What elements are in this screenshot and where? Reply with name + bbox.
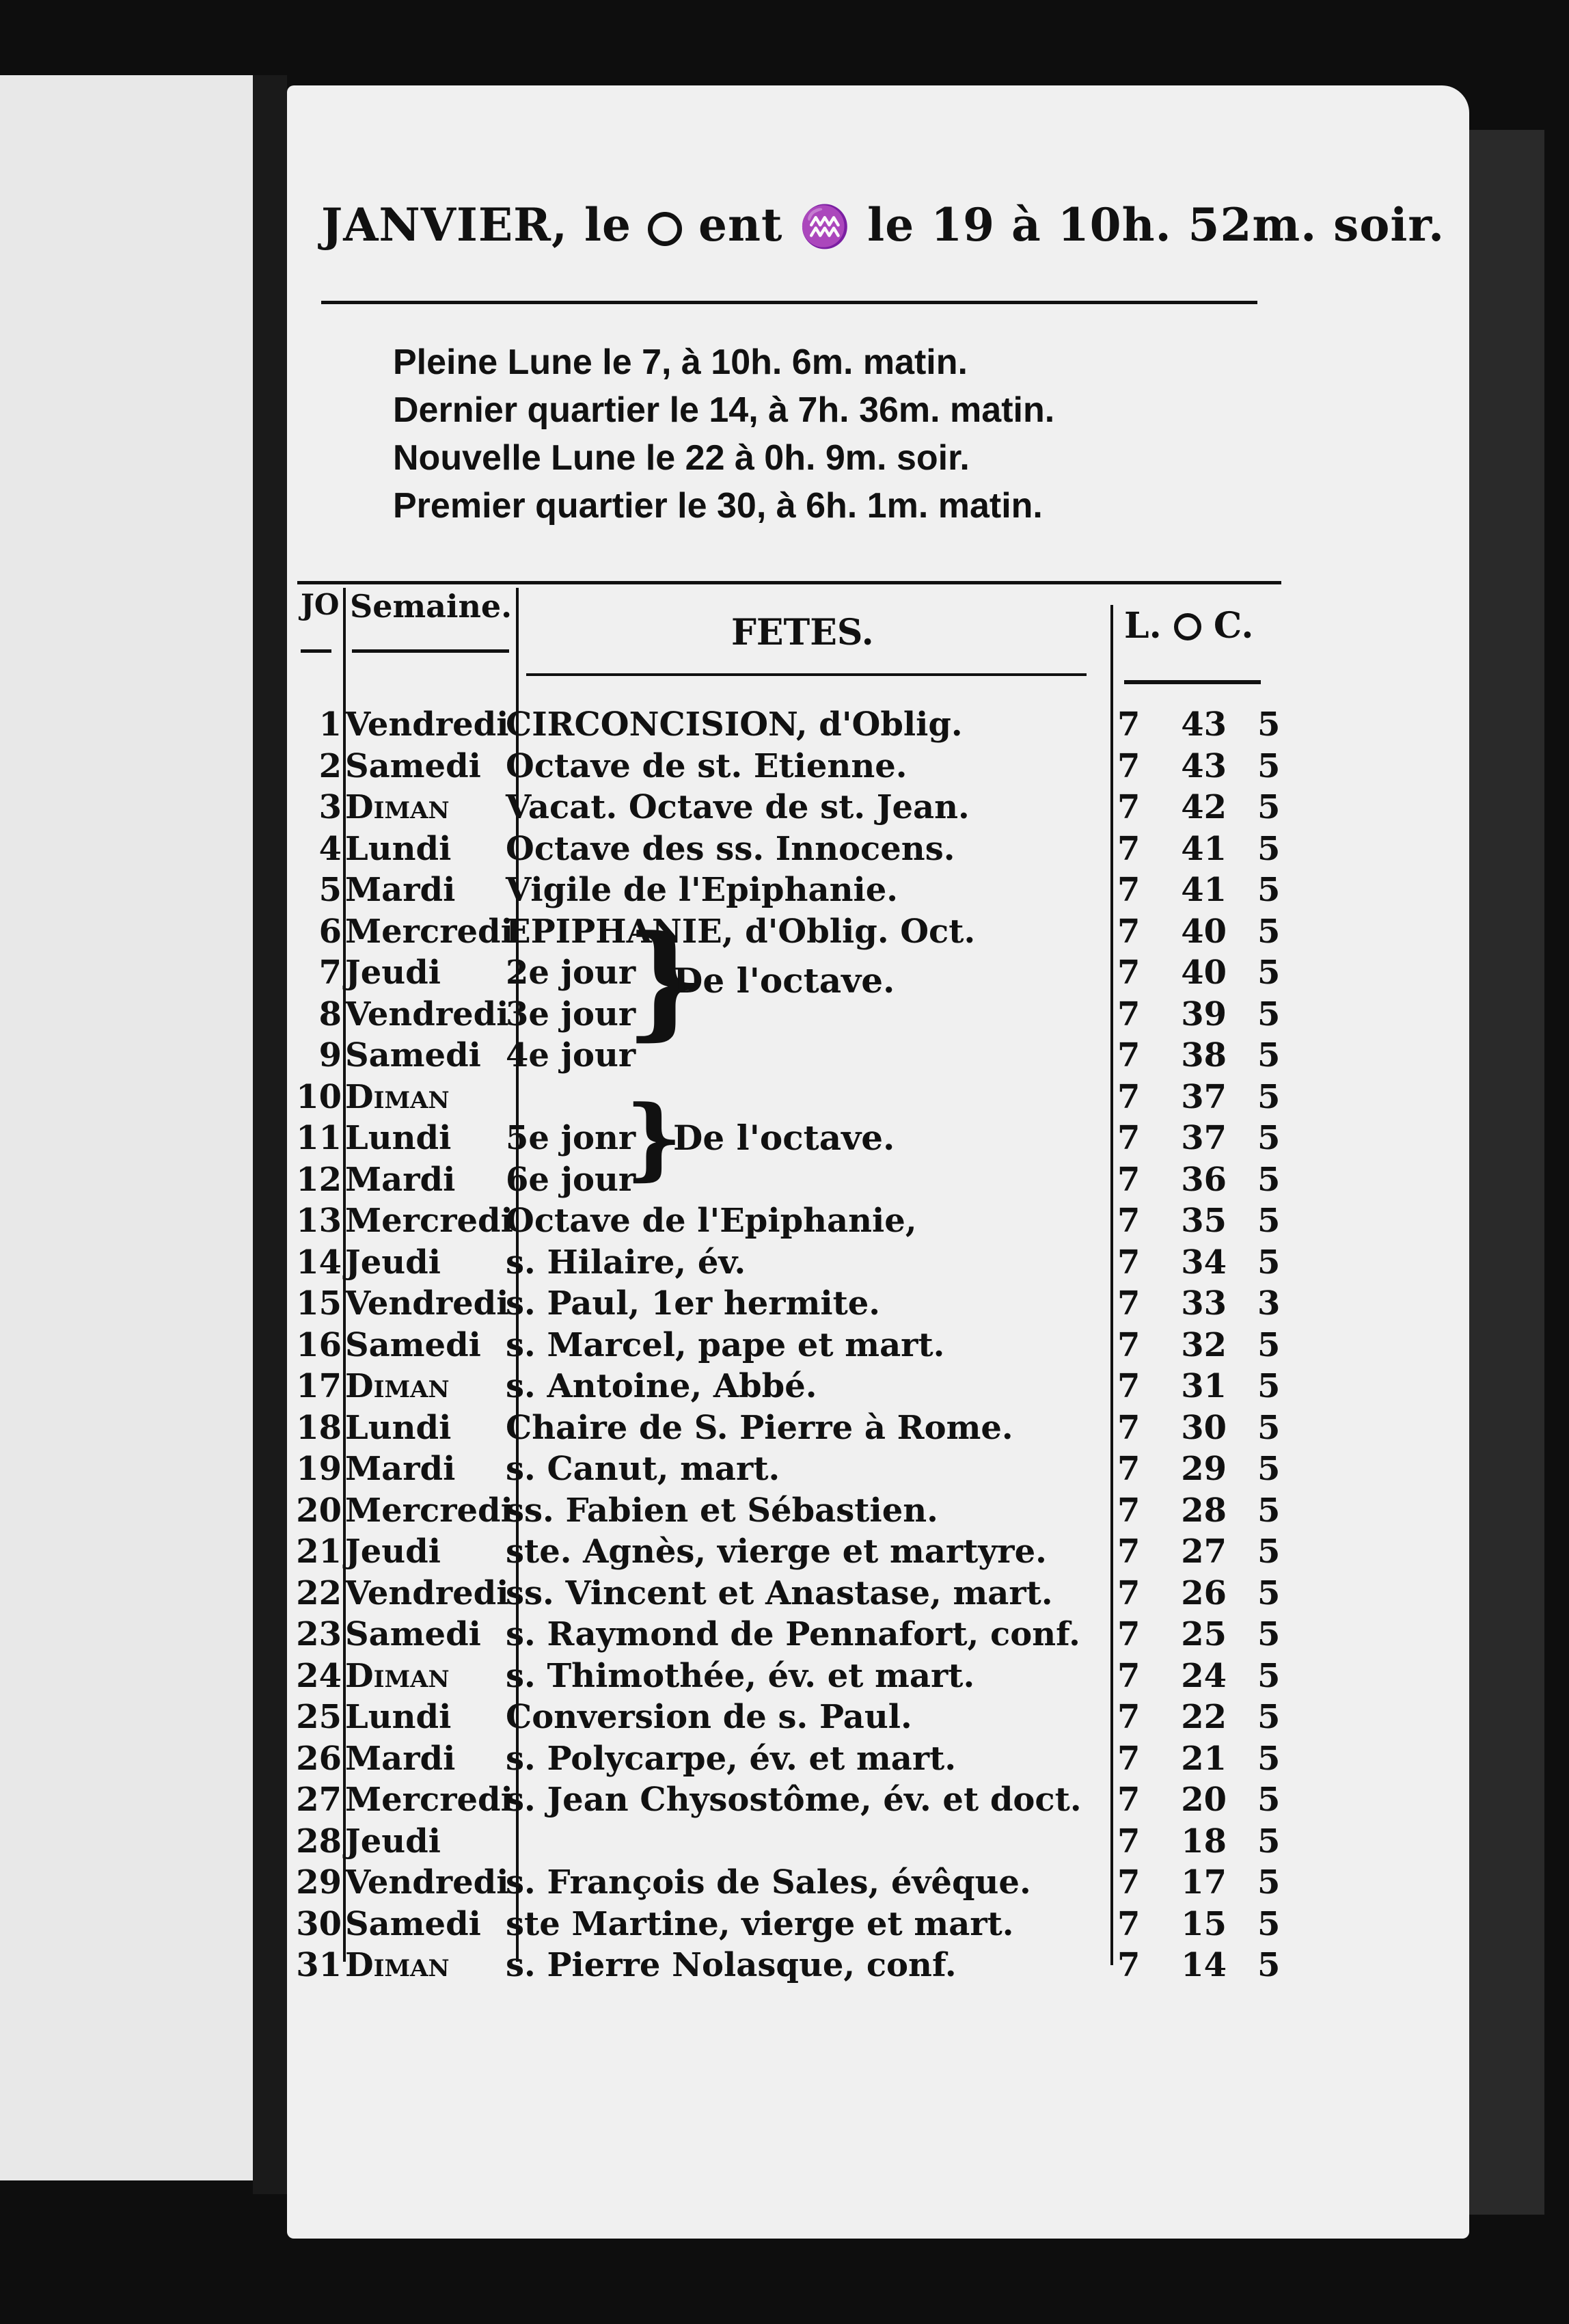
sunrise-hour-cell: 7 [1117, 1077, 1141, 1116]
day-cell: 1 [318, 705, 342, 744]
day-cell: 7 [318, 954, 342, 992]
weekday-cell: Mardi [345, 1160, 456, 1199]
aquarius-icon: ♒ [799, 203, 851, 251]
sunrise-minute-cell: 37 [1181, 1119, 1227, 1157]
day-cell: 17 [296, 1367, 342, 1405]
sunrise-hour-cell: 7 [1117, 829, 1141, 868]
sunrise-minute-cell: 36 [1181, 1160, 1227, 1199]
sunrise-minute-cell: 40 [1181, 954, 1227, 992]
sun-icon [1174, 613, 1201, 640]
sunrise-hour-cell: 7 [1117, 1781, 1141, 1819]
sunset-hour-cell: 5 [1257, 1491, 1281, 1530]
sunrise-hour-cell: 7 [1117, 1863, 1141, 1902]
table-row [287, 1862, 1469, 1903]
sunset-hour-cell: 5 [1257, 1450, 1281, 1488]
sunset-hour-cell: 5 [1257, 705, 1281, 744]
moon-phase-full: Pleine Lune le 7, à 10h. 6m. matin. [393, 342, 968, 382]
header-sub-rule-day [301, 649, 331, 653]
weekday-cell: Jeudi [345, 1822, 441, 1861]
title-mid: ent [698, 198, 783, 252]
weekday-cell: Diman [345, 788, 450, 826]
sunrise-minute-cell: 34 [1181, 1243, 1227, 1282]
weekday-cell: Vendredi [345, 995, 509, 1033]
table-row [287, 1490, 1469, 1531]
sunrise-minute-cell: 42 [1181, 788, 1227, 826]
table-row [287, 911, 1469, 952]
table-row [287, 1325, 1469, 1366]
sunset-hour-cell: 5 [1257, 1698, 1281, 1736]
table-row [287, 1242, 1469, 1283]
day-cell: 9 [318, 1036, 342, 1075]
day-cell: 20 [296, 1491, 342, 1530]
weekday-cell: Mercredi [345, 1781, 513, 1819]
sunset-hour-cell: 5 [1257, 1615, 1281, 1653]
sunrise-hour-cell: 7 [1117, 1698, 1141, 1736]
weekday-cell: Mardi [345, 1450, 456, 1488]
day-cell: 11 [296, 1119, 342, 1157]
sunrise-hour-cell: 7 [1117, 746, 1141, 785]
table-row [287, 1200, 1469, 1241]
day-cell: 5 [318, 871, 342, 909]
sunrise-hour-cell: 7 [1117, 1408, 1141, 1447]
table-row [287, 869, 1469, 910]
sunrise-hour-cell: 7 [1117, 995, 1141, 1033]
table-row [287, 828, 1469, 869]
weekday-cell: Jeudi [345, 1532, 441, 1571]
day-cell: 27 [296, 1781, 342, 1819]
weekday-cell: Diman [345, 1367, 450, 1405]
sunrise-minute-cell: 21 [1181, 1739, 1227, 1778]
day-cell: 28 [296, 1822, 342, 1861]
day-cell: 24 [296, 1656, 342, 1695]
day-cell: 21 [296, 1532, 342, 1571]
weekday-cell: Samedi [345, 1036, 481, 1075]
sunrise-minute-cell: 41 [1181, 829, 1227, 868]
sunset-hour-cell: 5 [1257, 1781, 1281, 1819]
moon-phase-new: Nouvelle Lune le 22 à 0h. 9m. soir. [393, 438, 970, 478]
table-row [287, 1779, 1469, 1820]
sunrise-hour-cell: 7 [1117, 1656, 1141, 1695]
weekday-cell: Mercredi [345, 1491, 513, 1530]
sunrise-minute-cell: 27 [1181, 1532, 1227, 1571]
sunrise-hour-cell: 7 [1117, 954, 1141, 992]
weekday-cell: Jeudi [345, 1243, 441, 1282]
sunset-hour-cell: 5 [1257, 788, 1281, 826]
day-cell: 26 [296, 1739, 342, 1778]
book-spine [253, 75, 287, 2194]
fete-cell: s. François de Sales, évêque. [506, 1863, 1031, 1902]
sunrise-hour-cell: 7 [1117, 1284, 1141, 1323]
weekday-cell: Vendredi [345, 705, 509, 744]
fete-cell: s. Marcel, pape et mart. [506, 1325, 945, 1364]
fete-cell: Vacat. Octave de st. Jean. [506, 788, 970, 826]
fete-cell: 4e jour [506, 1036, 636, 1075]
sunrise-hour-cell: 7 [1117, 1325, 1141, 1364]
weekday-cell: Mardi [345, 871, 456, 909]
header-sub-rule-lc [1124, 680, 1261, 684]
fete-cell: Octave de l'Epiphanie, [506, 1202, 917, 1240]
fete-cell: EPIPHANIE, d'Oblig. Oct. [506, 912, 976, 951]
sunset-hour-cell: 5 [1257, 871, 1281, 909]
day-cell: 3 [318, 788, 342, 826]
brace-octave-1: } [625, 908, 705, 1053]
sunset-hour-cell: 5 [1257, 1946, 1281, 1984]
sunset-hour-cell: 5 [1257, 1656, 1281, 1695]
table-row [287, 1035, 1469, 1076]
table-row [287, 1077, 1469, 1118]
fete-cell: s. Antoine, Abbé. [506, 1367, 817, 1405]
title-pre: JANVIER, le [321, 198, 632, 252]
sunrise-hour-cell: 7 [1117, 1491, 1141, 1530]
sunrise-hour-cell: 7 [1117, 912, 1141, 951]
weekday-cell: Vendredi [345, 1284, 509, 1323]
header-sub-rule-fetes [526, 673, 1087, 676]
col-lc-c: C. [1213, 605, 1254, 647]
day-cell: 25 [296, 1698, 342, 1736]
fete-cell: 6e jour [506, 1160, 636, 1199]
sunset-hour-cell: 5 [1257, 1904, 1281, 1943]
fete-cell: Octave de st. Etienne. [506, 746, 908, 785]
weekday-cell: Samedi [345, 1615, 481, 1653]
sunrise-minute-cell: 32 [1181, 1325, 1227, 1364]
col-fetes-header: FETES. [731, 612, 874, 653]
sunrise-hour-cell: 7 [1117, 1367, 1141, 1405]
sunrise-minute-cell: 38 [1181, 1036, 1227, 1075]
table-row [287, 704, 1469, 745]
sunrise-hour-cell: 7 [1117, 1822, 1141, 1861]
weekday-cell: Diman [345, 1946, 450, 1984]
sunset-hour-cell: 5 [1257, 954, 1281, 992]
sunrise-minute-cell: 17 [1181, 1863, 1227, 1902]
day-cell: 31 [296, 1946, 342, 1984]
table-row [287, 1366, 1469, 1407]
sunset-hour-cell: 5 [1257, 1739, 1281, 1778]
almanac-page [287, 85, 1469, 2239]
moon-phase-first-quarter: Premier quartier le 30, à 6h. 1m. matin. [393, 486, 1043, 526]
fete-cell: s. Jean Chysostôme, év. et doct. [506, 1781, 1082, 1819]
octave-label-2: De l'octave. [673, 1118, 895, 1158]
table-row [287, 1159, 1469, 1200]
sunrise-minute-cell: 43 [1181, 746, 1227, 785]
day-cell: 8 [318, 995, 342, 1033]
sunset-hour-cell: 5 [1257, 1863, 1281, 1902]
sunrise-hour-cell: 7 [1117, 1739, 1141, 1778]
header-sub-rule-week [352, 649, 509, 653]
sunrise-minute-cell: 26 [1181, 1573, 1227, 1612]
fete-cell: Vigile de l'Epiphanie. [506, 871, 898, 909]
weekday-cell: Mercredi [345, 912, 513, 951]
day-cell: 18 [296, 1408, 342, 1447]
table-row [287, 1656, 1469, 1697]
sunset-hour-cell: 5 [1257, 1408, 1281, 1447]
col-week-header: Semaine. [350, 588, 513, 625]
weekday-cell: Samedi [345, 1325, 481, 1364]
sunset-hour-cell: 5 [1257, 1573, 1281, 1612]
sunrise-minute-cell: 31 [1181, 1367, 1227, 1405]
table-row [287, 1283, 1469, 1324]
sunrise-minute-cell: 22 [1181, 1698, 1227, 1736]
sunset-hour-cell: 5 [1257, 746, 1281, 785]
table-row [287, 1821, 1469, 1862]
weekday-cell: Vendredi [345, 1863, 509, 1902]
sunrise-minute-cell: 15 [1181, 1904, 1227, 1943]
sunrise-hour-cell: 7 [1117, 1450, 1141, 1488]
fete-cell: CIRCONCISION, d'Oblig. [506, 705, 963, 744]
page-title [321, 198, 1445, 252]
sunset-hour-cell: 5 [1257, 1532, 1281, 1571]
header-rule [321, 301, 1257, 304]
weekday-cell: Mercredi [345, 1202, 513, 1240]
sunset-hour-cell: 5 [1257, 1367, 1281, 1405]
sunset-hour-cell: 5 [1257, 1160, 1281, 1199]
table-row [287, 1697, 1469, 1738]
fete-cell: s. Polycarpe, év. et mart. [506, 1739, 957, 1778]
sunset-hour-cell: 5 [1257, 1202, 1281, 1240]
fete-cell: s. Raymond de Pennafort, conf. [506, 1615, 1080, 1653]
sunset-hour-cell: 5 [1257, 1077, 1281, 1116]
sunrise-hour-cell: 7 [1117, 1532, 1141, 1571]
col-day-header: JO [301, 588, 340, 621]
sunset-hour-cell: 5 [1257, 829, 1281, 868]
sunrise-minute-cell: 41 [1181, 871, 1227, 909]
weekday-cell: Lundi [345, 829, 452, 868]
sunrise-hour-cell: 7 [1117, 1946, 1141, 1984]
day-cell: 15 [296, 1284, 342, 1323]
fete-cell: ss. Vincent et Anastase, mart. [506, 1573, 1053, 1612]
table-row [287, 1407, 1469, 1448]
day-cell: 12 [296, 1160, 342, 1199]
sunset-hour-cell: 5 [1257, 1119, 1281, 1157]
table-row [287, 1738, 1469, 1779]
table-row [287, 787, 1469, 828]
sun-icon [648, 212, 682, 246]
day-cell: 19 [296, 1450, 342, 1488]
fete-cell: ste. Agnès, vierge et martyre. [506, 1532, 1047, 1571]
moon-phase-last-quarter: Dernier quartier le 14, à 7h. 36m. matin. [393, 390, 1055, 430]
fete-cell: 2e jour [506, 954, 636, 992]
day-cell: 10 [296, 1077, 342, 1116]
day-cell: 30 [296, 1904, 342, 1943]
left-page [0, 75, 253, 2180]
sunset-hour-cell: 5 [1257, 1325, 1281, 1364]
weekday-cell: Lundi [345, 1698, 452, 1736]
fete-cell: s. Canut, mart. [506, 1450, 780, 1488]
col-lc-header [1124, 605, 1253, 647]
day-cell: 14 [296, 1243, 342, 1282]
sunrise-hour-cell: 7 [1117, 705, 1141, 744]
sunrise-minute-cell: 40 [1181, 912, 1227, 951]
sunrise-minute-cell: 14 [1181, 1946, 1227, 1984]
sunset-hour-cell: 5 [1257, 1036, 1281, 1075]
weekday-cell: Samedi [345, 746, 481, 785]
day-cell: 23 [296, 1615, 342, 1653]
day-cell: 4 [318, 829, 342, 868]
col-lc-l: L. [1124, 605, 1162, 647]
day-cell: 2 [318, 746, 342, 785]
sunrise-hour-cell: 7 [1117, 1904, 1141, 1943]
fete-cell: s. Hilaire, év. [506, 1243, 746, 1282]
sunrise-minute-cell: 39 [1181, 995, 1227, 1033]
octave-label-1: De l'octave. [673, 960, 895, 1001]
weekday-cell: Mardi [345, 1739, 456, 1778]
fete-cell: 5e jonr [506, 1119, 636, 1157]
fete-cell: ss. Fabien et Sébastien. [506, 1491, 938, 1530]
sunrise-minute-cell: 28 [1181, 1491, 1227, 1530]
weekday-cell: Lundi [345, 1119, 452, 1157]
sunrise-minute-cell: 18 [1181, 1822, 1227, 1861]
table-row [287, 1531, 1469, 1572]
fete-cell: ste Martine, vierge et mart. [506, 1904, 1014, 1943]
brace-octave-2: } [625, 1085, 683, 1190]
table-row [287, 1448, 1469, 1489]
sunrise-hour-cell: 7 [1117, 1573, 1141, 1612]
sunrise-hour-cell: 7 [1117, 1036, 1141, 1075]
fete-cell: Octave des ss. Innocens. [506, 829, 955, 868]
sunrise-minute-cell: 29 [1181, 1450, 1227, 1488]
sunset-hour-cell: 5 [1257, 912, 1281, 951]
weekday-cell: Diman [345, 1656, 450, 1695]
weekday-cell: Jeudi [345, 954, 441, 992]
sunrise-minute-cell: 37 [1181, 1077, 1227, 1116]
fete-cell: s. Paul, 1er hermite. [506, 1284, 881, 1323]
sunrise-hour-cell: 7 [1117, 1615, 1141, 1653]
weekday-cell: Lundi [345, 1408, 452, 1447]
table-row [287, 746, 1469, 787]
day-cell: 6 [318, 912, 342, 951]
sunrise-hour-cell: 7 [1117, 871, 1141, 909]
sunset-hour-cell: 5 [1257, 1822, 1281, 1861]
sunrise-minute-cell: 30 [1181, 1408, 1227, 1447]
sunrise-hour-cell: 7 [1117, 1202, 1141, 1240]
day-cell: 22 [296, 1573, 342, 1612]
fete-cell: s. Pierre Nolasque, conf. [506, 1946, 957, 1984]
fete-cell: s. Thimothée, év. et mart. [506, 1656, 975, 1695]
sunset-hour-cell: 5 [1257, 1243, 1281, 1282]
sunrise-minute-cell: 25 [1181, 1615, 1227, 1653]
table-top-rule [297, 581, 1281, 584]
day-cell: 29 [296, 1863, 342, 1902]
sunrise-minute-cell: 43 [1181, 705, 1227, 744]
sunrise-minute-cell: 33 [1181, 1284, 1227, 1323]
sunrise-minute-cell: 20 [1181, 1781, 1227, 1819]
sunrise-minute-cell: 24 [1181, 1656, 1227, 1695]
title-post: le 19 à 10h. 52m. soir. [867, 198, 1445, 252]
sunrise-minute-cell: 35 [1181, 1202, 1227, 1240]
table-row [287, 1945, 1469, 1986]
fete-cell: Conversion de s. Paul. [506, 1698, 912, 1736]
sunrise-hour-cell: 7 [1117, 1243, 1141, 1282]
page-edge [1469, 130, 1544, 2215]
fete-cell: Chaire de S. Pierre à Rome. [506, 1408, 1013, 1447]
fete-cell: 3e jour [506, 995, 636, 1033]
table-row [287, 1904, 1469, 1945]
sunrise-hour-cell: 7 [1117, 1160, 1141, 1199]
weekday-cell: Samedi [345, 1904, 481, 1943]
sunset-hour-cell: 3 [1257, 1284, 1281, 1323]
table-row [287, 1573, 1469, 1614]
weekday-cell: Vendredi [345, 1573, 509, 1612]
day-cell: 16 [296, 1325, 342, 1364]
table-row [287, 1614, 1469, 1655]
sunrise-hour-cell: 7 [1117, 1119, 1141, 1157]
day-cell: 13 [296, 1202, 342, 1240]
sunrise-hour-cell: 7 [1117, 788, 1141, 826]
weekday-cell: Diman [345, 1077, 450, 1116]
sunset-hour-cell: 5 [1257, 995, 1281, 1033]
